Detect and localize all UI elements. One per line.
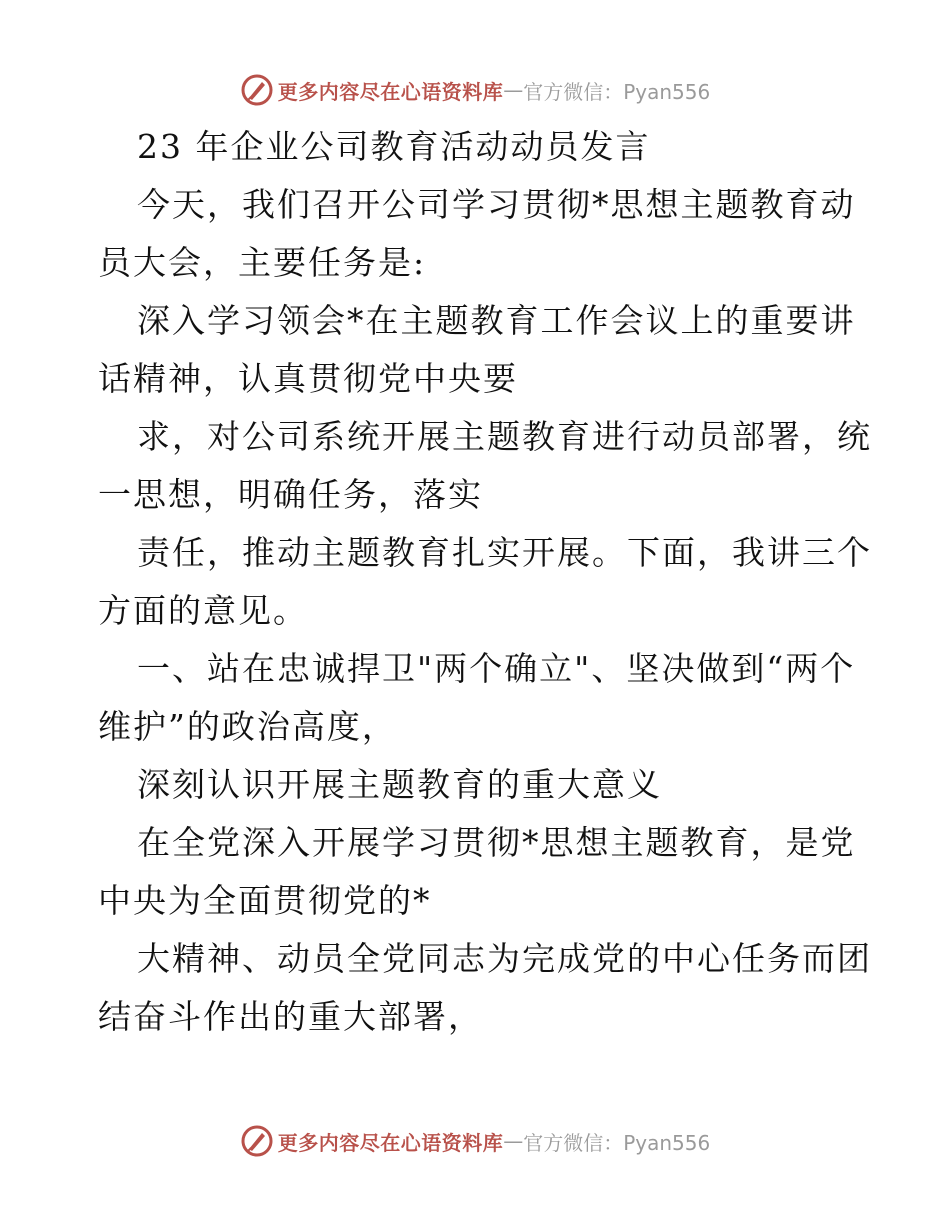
text-line: 责任，推动主题教育扎实开展。下面，我讲三个 [137,533,872,572]
banner-slogan: 更多内容尽在心语资料库 [277,79,504,104]
quill-logo-icon [240,1124,274,1158]
section-heading: 一、站在忠诚捍卫"两个确立"、坚决做到“两个 [137,649,856,688]
header-banner [0,70,950,110]
text-line: 求，对公司系统开展主题教育进行动员部署，统 [137,417,872,456]
text-line: 在全党深入开展学习贯彻*思想主题教育，是党 [137,823,856,862]
section-heading: 维护”的政治高度， [98,707,397,746]
banner-wechat: 官方微信：Pyan556 [523,79,711,104]
text-line: 话精神，认真贯彻党中央要 [98,359,518,398]
text-line: 今天，我们召开公司学习贯彻*思想主题教育动 [137,185,856,224]
text-line: 方面的意见。 [98,591,308,630]
text-line: 结奋斗作出的重大部署， [98,997,483,1036]
text-line: 大精神、动员全党同志为完成党的中心任务而团 [137,939,872,978]
banner-slogan: 更多内容尽在心语资料库 [277,1130,504,1155]
banner-dash: — [503,1129,524,1153]
document-title: 23 年企业公司教育活动动员发言 [137,127,651,166]
text-line: 员大会，主要任务是: [98,243,427,282]
footer-banner [0,1121,950,1161]
text-line: 深入学习领会*在主题教育工作会议上的重要讲 [137,301,856,340]
text-line: 中央为全面贯彻党的* [98,881,432,920]
banner-wechat: 官方微信：Pyan556 [523,1130,711,1155]
text-line: 一思想，明确任务，落实 [98,475,483,514]
banner-dash: — [503,78,524,102]
section-heading: 深刻认识开展主题教育的重大意义 [137,765,662,804]
quill-logo-icon [240,73,274,107]
